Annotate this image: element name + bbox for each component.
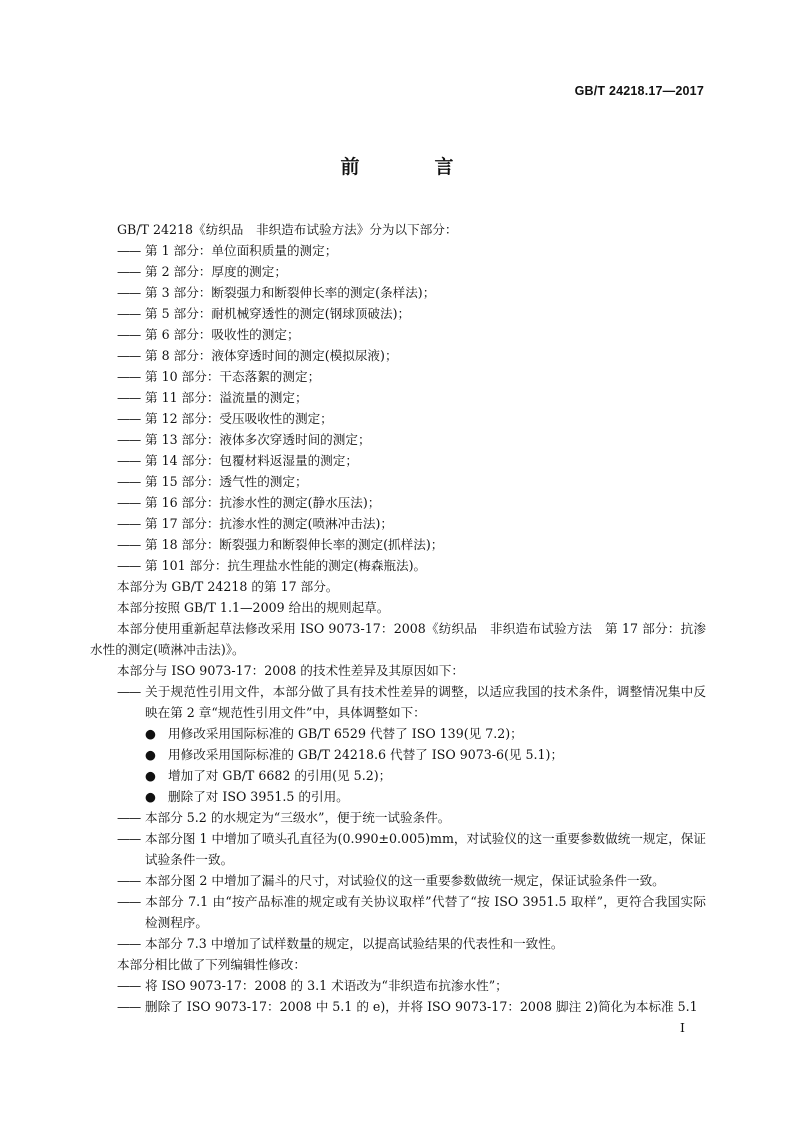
list-item-text: 本部分图 2 中增加了漏斗的尺寸，对试验仪的这一重要参数做统一规定，保证试验条件一致。 <box>145 873 665 888</box>
list-item-text: 本部分图 1 中增加了喷头孔直径为(0.990±0.005)mm，对试验仪的这一重要参数做统一规定，保证试验条件一致。 <box>145 831 706 867</box>
dash-marker: —— <box>117 348 141 363</box>
bullet-item-text: 增加了对 GB/T 6682 的引用(见 5.2)； <box>168 768 392 783</box>
bullet-item <box>90 723 706 744</box>
dash-marker: —— <box>117 999 141 1014</box>
bullet-item <box>90 765 706 786</box>
list-item-text: 第 11 部分：溢流量的测定； <box>145 390 308 405</box>
dash-marker: —— <box>117 537 141 552</box>
dash-marker: —— <box>117 936 141 951</box>
list-item <box>90 891 706 933</box>
list-item-text: 第 18 部分：断裂强力和断裂伸长率的测定(抓样法)； <box>145 537 444 552</box>
list-item-text: 本部分 5.2 的水规定为“三级水”，便于统一试验条件。 <box>145 810 451 825</box>
dash-marker: —— <box>117 243 141 258</box>
document-body <box>90 219 706 1017</box>
bullet-item-text: 用修改采用国际标准的 GB/T 6529 代替了 ISO 139(见 7.2)； <box>168 726 523 741</box>
dash-marker: —— <box>117 264 141 279</box>
list-item-text: 第 5 部分：耐机械穿透性的测定(钢球顶破法)； <box>145 306 411 321</box>
dash-marker: —— <box>117 831 141 846</box>
list-item-text: 第 10 部分：干态落絮的测定； <box>145 369 321 384</box>
bullet-icon: ● <box>145 768 156 783</box>
list-item-text: 删除了 ISO 9073-17：2008 中 5.1 的 e)，并将 ISO 9073-17：2008 脚注 2)简化为本标准 5.1 <box>145 999 698 1014</box>
dash-marker: —— <box>117 390 141 405</box>
list-item <box>90 681 706 723</box>
list-item <box>90 996 706 1017</box>
bullet-item-text: 用修改采用国际标准的 GB/T 24218.6 代替了 ISO 9073-6(见 5.1)； <box>168 747 564 762</box>
list-item <box>90 492 706 513</box>
bullet-item <box>90 786 706 807</box>
list-item-text: 第 16 部分：抗渗水性的测定(静水压法)； <box>145 495 381 510</box>
bullet-icon: ● <box>145 789 156 804</box>
paragraph: 本部分按照 GB/T 1.1—2009 给出的规则起草。 <box>117 600 390 615</box>
list-item <box>90 870 706 891</box>
page-title: 前 言 <box>340 156 482 178</box>
list-item <box>90 975 706 996</box>
list-item-text: 本部分 7.1 由“按产品标准的规定或有关协议取样”代替了“按 ISO 3951.5 取样”，更符合我国实际检测程序。 <box>145 894 706 930</box>
list-item <box>90 450 706 471</box>
paragraph: 本部分相比做了下列编辑性修改： <box>117 957 306 972</box>
dash-marker: —— <box>117 873 141 888</box>
dash-marker: —— <box>117 474 141 489</box>
bullet-icon: ● <box>145 726 156 741</box>
dash-marker: —— <box>117 558 141 573</box>
dash-marker: —— <box>117 432 141 447</box>
list-item <box>90 387 706 408</box>
list-item-text: 第 14 部分：包覆材料返湿量的测定； <box>145 453 358 468</box>
list-item <box>90 261 706 282</box>
list-item-text: 关于规范性引用文件，本部分做了具有技术性差异的调整，以适应我国的技术条件，调整情况集中反映在第 2 章“规范性引用文件”中，具体调整如下： <box>145 684 706 720</box>
dash-marker: —— <box>117 285 141 300</box>
list-item <box>90 807 706 828</box>
list-item <box>90 303 706 324</box>
list-item <box>90 555 706 576</box>
paragraph: 本部分与 ISO 9073-17：2008 的技术性差异及其原因如下： <box>117 663 465 678</box>
dash-marker: —— <box>117 411 141 426</box>
page-number: I <box>680 1020 685 1035</box>
list-item-text: 第 6 部分：吸收性的测定； <box>145 327 300 342</box>
list-item-text: 将 ISO 9073-17：2008 的 3.1 术语改为“非织造布抗渗水性”； <box>145 978 508 993</box>
editorial-changes-list <box>90 975 706 1017</box>
list-item <box>90 471 706 492</box>
list-item-text: 第 13 部分：液体多次穿透时间的测定； <box>145 432 371 447</box>
list-item-text: 第 1 部分：单位面积质量的测定； <box>145 243 338 258</box>
list-item <box>90 240 706 261</box>
intro-paragraph: GB/T 24218《纺织品 非织造布试验方法》分为以下部分： <box>117 222 458 237</box>
dash-marker: —— <box>117 306 141 321</box>
parts-list <box>90 240 706 576</box>
list-item <box>90 534 706 555</box>
list-item-text: 第 2 部分：厚度的测定； <box>145 264 287 279</box>
list-item-text: 第 8 部分：液体穿透时间的测定(模拟尿液)； <box>145 348 398 363</box>
list-item <box>90 345 706 366</box>
dash-marker: —— <box>117 516 141 531</box>
dash-marker: —— <box>117 495 141 510</box>
list-item <box>90 282 706 303</box>
dash-marker: —— <box>117 453 141 468</box>
list-item-text: 第 12 部分：受压吸收性的测定； <box>145 411 333 426</box>
list-item-text: 第 17 部分：抗渗水性的测定(喷淋冲击法)； <box>145 516 393 531</box>
dash-marker: —— <box>117 894 141 909</box>
dash-marker: —— <box>117 978 141 993</box>
technical-differences-list <box>90 681 706 954</box>
dash-marker: —— <box>117 327 141 342</box>
dash-marker: —— <box>117 369 141 384</box>
list-item <box>90 429 706 450</box>
list-item <box>90 324 706 345</box>
list-item <box>90 513 706 534</box>
list-item-text: 第 3 部分：断裂强力和断裂伸长率的测定(条样法)； <box>145 285 436 300</box>
list-item <box>90 366 706 387</box>
dash-marker: —— <box>117 684 141 699</box>
bullet-icon: ● <box>145 747 156 762</box>
list-item <box>90 828 706 870</box>
dash-marker: —— <box>117 810 141 825</box>
list-item <box>90 933 706 954</box>
list-item <box>90 408 706 429</box>
paragraph: 本部分为 GB/T 24218 的第 17 部分。 <box>117 579 339 594</box>
paragraph: 本部分使用重新起草法修改采用 ISO 9073-17：2008《纺织品 非织造布试验方法 第 17 部分：抗渗水性的测定(喷淋冲击法)》。 <box>90 621 706 657</box>
list-item-text: 本部分 7.3 中增加了试样数量的规定，以提高试验结果的代表性和一致性。 <box>145 936 564 951</box>
list-item-text: 第 101 部分：抗生理盐水性能的测定(梅森瓶法)。 <box>145 558 427 573</box>
standard-code: GB/T 24218.17—2017 <box>574 84 704 98</box>
bullet-item-text: 删除了对 ISO 3951.5 的引用。 <box>168 789 349 804</box>
list-item-text: 第 15 部分：透气性的测定； <box>145 474 308 489</box>
bullet-item <box>90 744 706 765</box>
